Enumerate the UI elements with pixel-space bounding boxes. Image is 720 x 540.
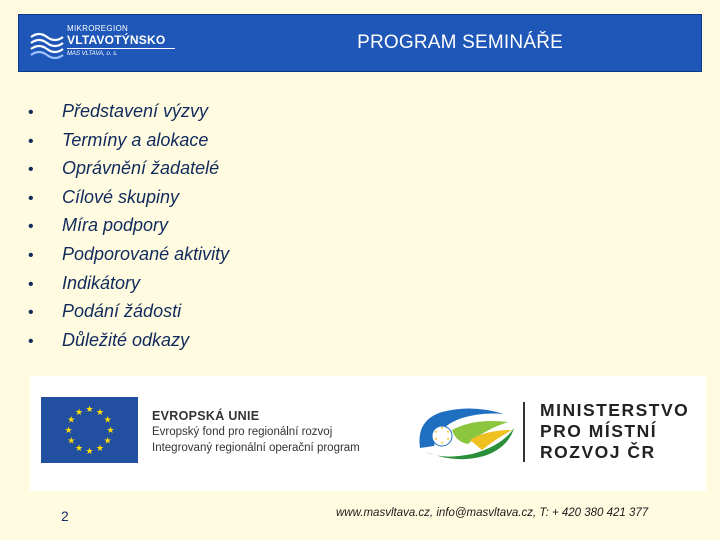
bullet-icon: • <box>28 275 34 293</box>
svg-text:★: ★ <box>67 415 76 426</box>
svg-text:★: ★ <box>440 425 444 430</box>
agenda-item-label: Podání žádosti <box>62 301 182 322</box>
svg-text:★: ★ <box>106 426 115 436</box>
svg-text:★: ★ <box>74 407 84 418</box>
agenda-item-label: Termíny a alokace <box>62 129 209 150</box>
agenda-item <box>28 326 229 355</box>
svg-text:★: ★ <box>85 447 94 457</box>
eu-caption <box>152 408 360 456</box>
svg-text:★: ★ <box>434 436 438 441</box>
agenda-item-label: Cílové skupiny <box>62 186 180 207</box>
org-line-3: MAS VLTAVA, o. s. <box>67 51 118 57</box>
agenda-item <box>28 97 229 126</box>
eu-flag-icon <box>41 397 138 463</box>
agenda-item <box>28 269 229 298</box>
agenda-item <box>28 297 229 326</box>
agenda-list <box>28 97 229 354</box>
org-line-2: VLTAVOTÝNSKO <box>67 33 166 47</box>
ministry-line-2: PRO MÍSTNÍ <box>540 421 658 441</box>
bullet-icon: • <box>28 246 34 264</box>
ministry-line-1: MINISTERSTVO <box>540 400 690 420</box>
bullet-icon: • <box>28 332 34 350</box>
ministry-line-3: ROZVOJ ČR <box>540 442 656 462</box>
bullet-icon: • <box>28 132 34 150</box>
agenda-item-label: Míra podpory <box>62 215 169 236</box>
agenda-item-label: Podporované aktivity <box>62 243 230 264</box>
agenda-item-label: Oprávnění žadatelé <box>62 158 220 179</box>
header-bar <box>18 14 702 72</box>
svg-text:★: ★ <box>446 429 450 434</box>
svg-text:★: ★ <box>64 426 73 436</box>
agenda-item <box>28 154 229 183</box>
agenda-item <box>28 126 229 155</box>
ministry-caption <box>540 400 689 463</box>
mmr-logo-icon <box>412 400 520 462</box>
bullet-icon: • <box>28 304 34 322</box>
svg-text:★: ★ <box>440 440 444 445</box>
bullet-icon: • <box>28 161 34 179</box>
eu-program-line: Integrovaný regionální operační program <box>152 442 360 454</box>
slide-title: PROGRAM SEMINÁŘE <box>357 32 563 53</box>
footer-contact: www.masvltava.cz, info@masvltava.cz, T: + 420 380 421 377 <box>336 507 649 519</box>
svg-text:★: ★ <box>103 436 112 447</box>
mmr-divider <box>523 402 525 462</box>
svg-text:★: ★ <box>434 429 438 434</box>
bullet-icon: • <box>28 218 34 236</box>
logo-rule <box>67 48 175 49</box>
eu-fund-line: Evropský fond pro regionální rozvoj <box>152 426 333 438</box>
svg-text:★: ★ <box>95 444 105 455</box>
agenda-item-label: Indikátory <box>62 272 141 293</box>
svg-text:★: ★ <box>103 415 112 426</box>
svg-text:★: ★ <box>85 405 94 415</box>
mikroregion-logo <box>29 21 189 65</box>
bullet-icon: • <box>28 104 34 121</box>
mikroregion-emblem-icon <box>29 25 65 61</box>
agenda-item-label: Představení výzvy <box>62 101 209 121</box>
svg-text:★: ★ <box>95 407 105 418</box>
svg-text:★: ★ <box>74 444 84 455</box>
agenda-item-label: Důležité odkazy <box>62 329 190 350</box>
bullet-icon: • <box>28 189 34 207</box>
agenda-item <box>28 240 229 269</box>
org-line-1: MIKROREGION <box>67 24 129 33</box>
agenda-item <box>28 211 229 240</box>
svg-text:★: ★ <box>67 436 76 447</box>
agenda-item <box>28 183 229 212</box>
eu-heading: EVROPSKÁ UNIE <box>152 409 260 423</box>
page-number: 2 <box>61 508 69 524</box>
svg-text:★: ★ <box>446 436 450 441</box>
